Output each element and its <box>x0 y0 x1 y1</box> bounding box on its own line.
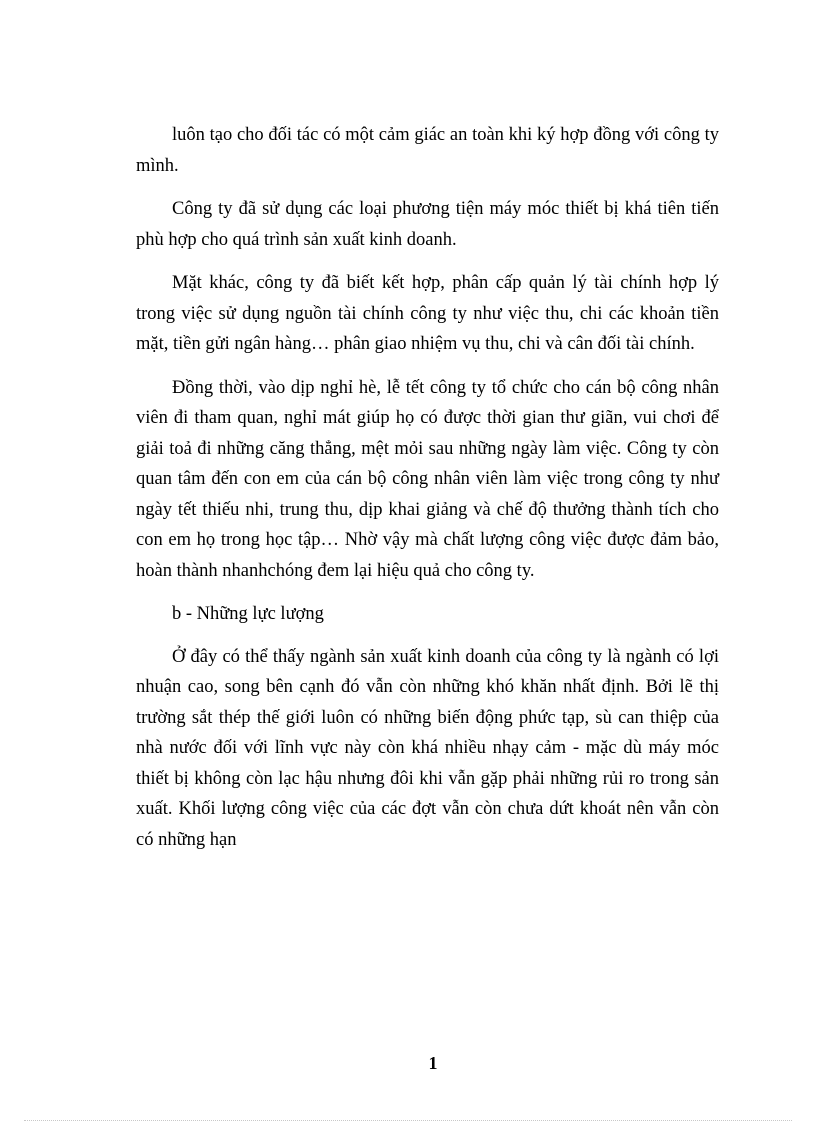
document-body <box>136 120 719 868</box>
paragraph-employee-welfare: Đồng thời, vào dịp nghỉ hè, lễ tết công ty tổ chức cho cán bộ công nhân viên đi tham quan, nghỉ mát giúp họ có được thời gian thư giãn, vui chơi để giải toả đi những căng thẳng, mệt mỏi sau những ngày làm việc. Công ty còn quan tâm đến con em của cán bộ công nhân viên làm việc trong công ty như ngày tết thiếu nhi, trung thu, dịp khai giảng và chế độ thưởng thành tích cho con em họ trong học tập… Nhờ vậy mà chất lượng công việc được đảm bảo, hoàn thành nhanhchóng đem lại hiệu quả cho công ty. <box>136 377 719 581</box>
paragraph-continuation: luôn tạo cho đối tác có một cảm giác an toàn khi ký hợp đồng với công ty mình. <box>136 125 719 176</box>
page-bottom-divider <box>24 1120 792 1121</box>
section-heading: b - Những lực lượng <box>172 604 324 624</box>
paragraph-equipment: Công ty đã sử dụng các loại phương tiện máy móc thiết bị khá tiên tiến phù hợp cho quá trình sản xuất kinh doanh. <box>136 199 719 250</box>
paragraph-industry-analysis: Ở đây có thể thấy ngành sản xuất kinh doanh của công ty là ngành có lợi nhuận cao, song bên cạnh đó vẫn còn những khó khăn nhất định. Bởi lẽ thị trường sắt thép thế giới luôn có những biến động phức tạp, sù can thiệp của nhà nước đối với lĩnh vực này còn khá nhiều nhạy cảm - mặc dù máy móc thiết bị không còn lạc hậu nhưng đôi khi vẫn gặp phải những rủi ro trong sản xuất. Khối lượng công việc của các đợt vẫn còn chưa dứt khoát nên vẫn còn có những hạn <box>136 646 719 850</box>
paragraph-finance: Mặt khác, công ty đã biết kết hợp, phân cấp quản lý tài chính hợp lý trong việc sử dụng nguồn tài chính công ty như việc thu, chi các khoản tiền mặt, tiền gửi ngân hàng… phân giao nhiệm vụ thu, chi và cân đối tài chính. <box>136 273 719 354</box>
page-number: 1 <box>428 1053 438 1073</box>
